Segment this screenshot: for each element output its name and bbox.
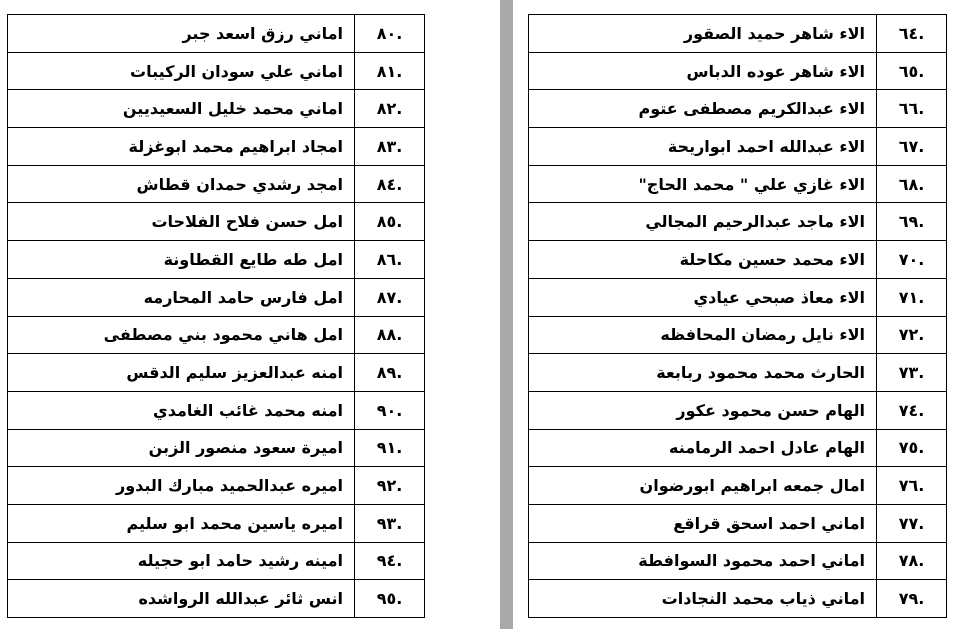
person-name: اماني علي سودان الركيبات [8,52,355,90]
row-number: .٨٨ [355,316,425,354]
row-number: .٨٩ [355,354,425,392]
row-number: .٨٠ [355,15,425,53]
person-name: اماني محمد خليل السعيديين [8,90,355,128]
page-gutter [500,0,513,629]
table-row [8,467,425,505]
row-number: .٩٥ [355,580,425,618]
table-row [529,15,947,53]
row-number: .٨٣ [355,128,425,166]
row-number: .٩١ [355,429,425,467]
person-name: امل طه طايع القطاونة [8,241,355,279]
names-table-right-body [529,15,947,618]
row-number: .٧٦ [877,467,947,505]
row-number: .٧٠ [877,241,947,279]
person-name: امال جمعه ابراهيم ابورضوان [529,467,877,505]
table-row [529,203,947,241]
table-row [8,316,425,354]
table-row [529,128,947,166]
person-name: اماني احمد اسحق قراقع [529,504,877,542]
table-row [529,504,947,542]
row-number: .٧٤ [877,391,947,429]
person-name: الاء محمد حسين مكاحلة [529,241,877,279]
row-number: .٧٧ [877,504,947,542]
row-number: .٦٥ [877,52,947,90]
table-row [8,278,425,316]
table-row [8,52,425,90]
person-name: امجد رشدي حمدان قطاش [8,165,355,203]
person-name: الاء غازي علي " محمد الحاج" [529,165,877,203]
table-row [529,391,947,429]
row-number: .٩٣ [355,504,425,542]
row-number: .٨٧ [355,278,425,316]
person-name: الاء شاهر عوده الدباس [529,52,877,90]
person-name: اميرة سعود منصور الزبن [8,429,355,467]
table-row [529,467,947,505]
person-name: امنه عبدالعزيز سليم الدقس [8,354,355,392]
names-table-left-body [8,15,425,618]
row-number: .٧٥ [877,429,947,467]
person-name: امل هاني محمود بني مصطفى [8,316,355,354]
row-number: .٦٤ [877,15,947,53]
table-row [529,580,947,618]
person-name: الاء شاهر حميد الصقور [529,15,877,53]
table-row [8,391,425,429]
person-name: الاء ماجد عبدالرحيم المجالي [529,203,877,241]
person-name: الاء عبدالله احمد ابواريحة [529,128,877,166]
table-row [529,278,947,316]
row-number: .٧١ [877,278,947,316]
person-name: اماني ذياب محمد النجادات [529,580,877,618]
person-name: امل حسن فلاح الفلاحات [8,203,355,241]
row-number: .٨٦ [355,241,425,279]
table-row [529,241,947,279]
names-table-left [7,14,425,618]
table-row [8,354,425,392]
person-name: امنه محمد غائب الغامدي [8,391,355,429]
person-name: اميره ياسين محمد ابو سليم [8,504,355,542]
table-row [8,203,425,241]
row-number: .٨٤ [355,165,425,203]
row-number: .٨٥ [355,203,425,241]
person-name: اميره عبدالحميد مبارك البدور [8,467,355,505]
row-number: .٩٠ [355,391,425,429]
row-number: .٩٢ [355,467,425,505]
table-row [529,429,947,467]
row-number: .٧٩ [877,580,947,618]
person-name: الاء معاذ صبحي عيادي [529,278,877,316]
row-number: .٨١ [355,52,425,90]
row-number: .٧٨ [877,542,947,580]
table-row [8,165,425,203]
table-row [8,90,425,128]
row-number: .٦٧ [877,128,947,166]
person-name: الاء نايل رمضان المحافظه [529,316,877,354]
table-row [8,504,425,542]
names-table-right [528,14,947,618]
table-row [8,429,425,467]
person-name: الحارث محمد محمود ربابعة [529,354,877,392]
right-page [513,0,960,629]
person-name: الهام عادل احمد الرمامنه [529,429,877,467]
person-name: امل فارس حامد المحارمه [8,278,355,316]
table-row [529,316,947,354]
table-row [8,580,425,618]
person-name: انس ثائر عبدالله الرواشده [8,580,355,618]
table-row [529,542,947,580]
table-row [8,241,425,279]
row-number: .٩٤ [355,542,425,580]
person-name: الاء عبدالكريم مصطفى عتوم [529,90,877,128]
table-row [529,354,947,392]
row-number: .٧٣ [877,354,947,392]
table-row [8,542,425,580]
table-row [529,165,947,203]
row-number: .٨٢ [355,90,425,128]
person-name: اماني احمد محمود السوافطة [529,542,877,580]
table-row [529,52,947,90]
row-number: .٧٢ [877,316,947,354]
person-name: الهام حسن محمود عكور [529,391,877,429]
row-number: .٦٩ [877,203,947,241]
table-row [529,90,947,128]
table-row [8,128,425,166]
table-row [8,15,425,53]
person-name: امينه رشيد حامد ابو حجيله [8,542,355,580]
person-name: اماني رزق اسعد جبر [8,15,355,53]
row-number: .٦٨ [877,165,947,203]
person-name: امجاد ابراهيم محمد ابوغزلة [8,128,355,166]
row-number: .٦٦ [877,90,947,128]
